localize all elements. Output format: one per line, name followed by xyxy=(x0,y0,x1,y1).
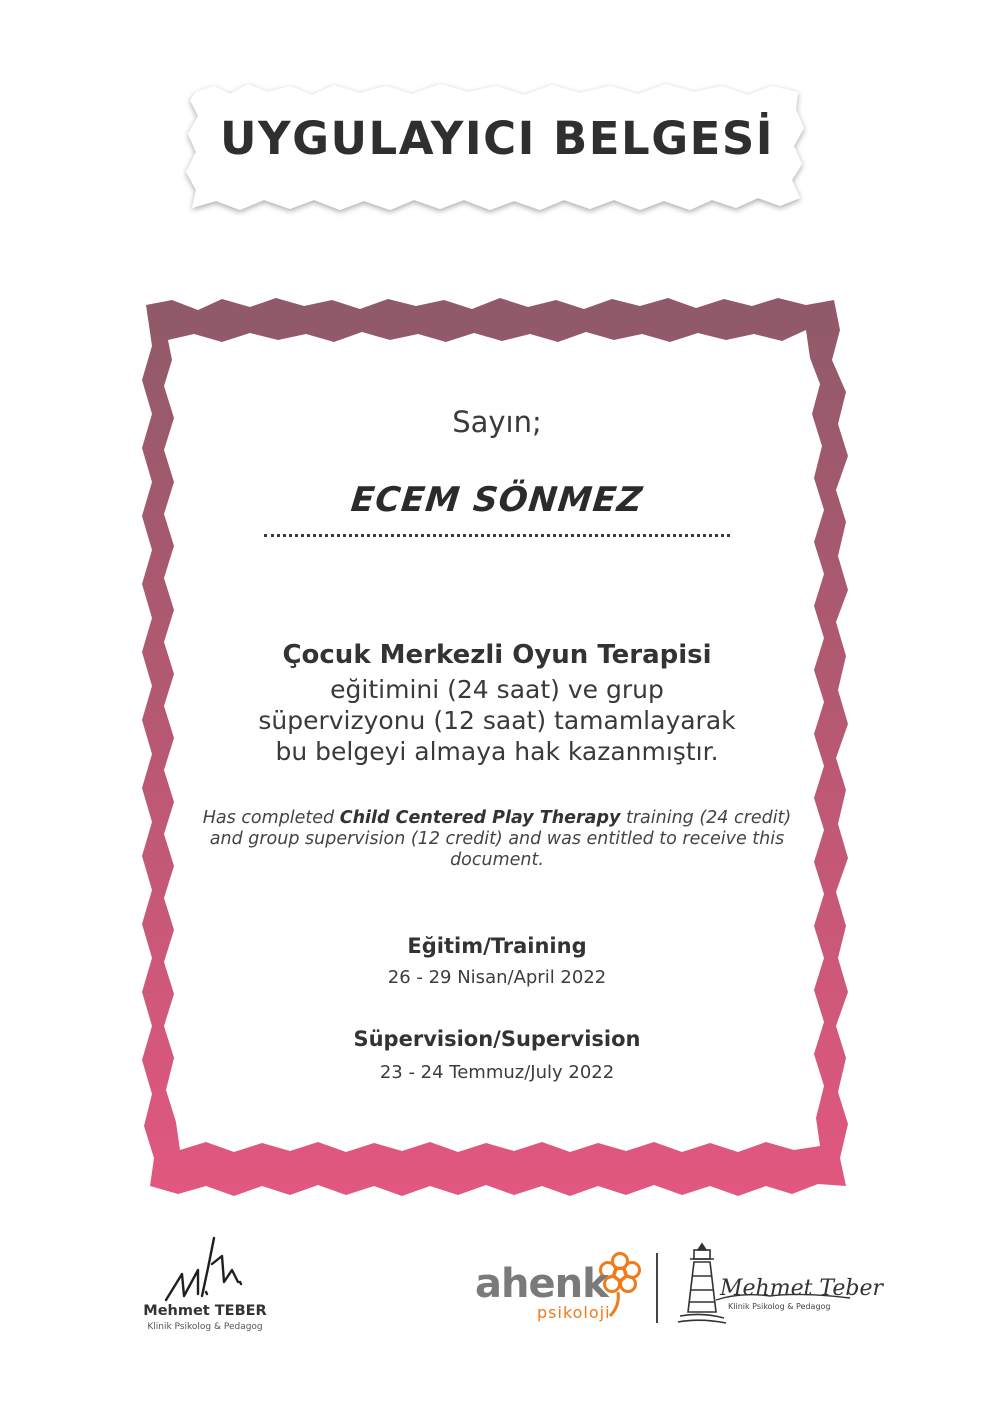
logo-divider xyxy=(656,1253,658,1323)
en-description xyxy=(200,808,794,871)
en-prefix: Has completed xyxy=(202,808,340,828)
en-course: Child Centered Play Therapy xyxy=(339,808,621,828)
salutation: Sayın; xyxy=(452,405,542,439)
course-title-tr: Çocuk Merkezli Oyun Terapisi xyxy=(282,640,712,670)
ahenk-logo-word: ahenk xyxy=(475,1261,608,1307)
en-suffix: training (24 credit) and group supervision (12 credit) and was entitled to receive this document. xyxy=(209,808,792,870)
signer-title: Klinik Psikolog & Pedagog xyxy=(147,1322,263,1332)
tr-description-line: eğitimini (24 saat) ve grup xyxy=(330,675,664,704)
supervision-heading: Süpervision/Supervision xyxy=(353,1027,641,1051)
supervision-dates: 23 - 24 Temmuz/July 2022 xyxy=(379,1062,615,1083)
signature-scribble xyxy=(166,1238,241,1300)
recipient-name: ECEM SÖNMEZ xyxy=(349,480,645,520)
tr-description-line: süpervizyonu (12 saat) tamamlayarak xyxy=(258,706,736,735)
name-dotted-line xyxy=(264,534,730,537)
mt-logo-sub: Klinik Psikolog & Pedagog xyxy=(728,1302,831,1311)
training-heading: Eğitim/Training xyxy=(407,934,587,958)
signer-name: Mehmet TEBER xyxy=(143,1303,267,1319)
mt-logo-name: Mehmet Teber xyxy=(720,1276,884,1301)
tr-description-line: bu belgeyi almaya hak kazanmıştır. xyxy=(275,737,719,766)
ahenk-logo-sub: psikoloji xyxy=(537,1303,611,1322)
training-dates: 26 - 29 Nisan/April 2022 xyxy=(387,967,607,988)
certificate-title: UYGULAYICI BELGESİ xyxy=(219,112,775,165)
